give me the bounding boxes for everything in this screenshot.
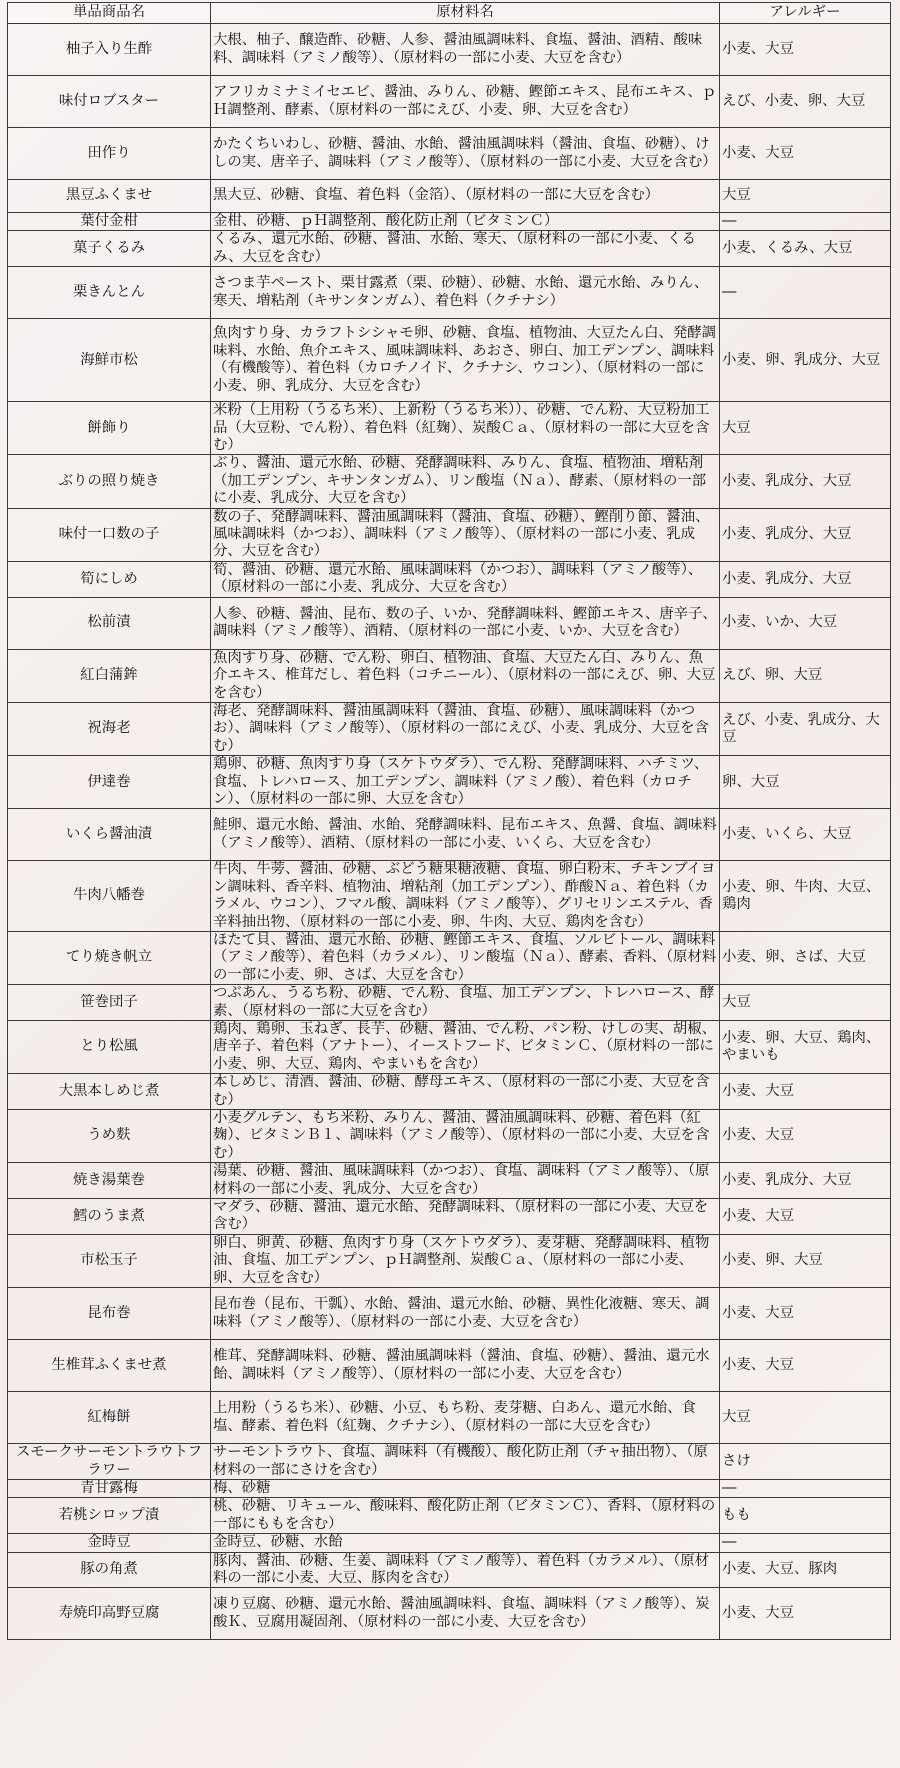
ingredients-cell: ほたて貝、醤油、還元水飴、砂糖、鰹節エキス、食塩、ソルビトール、調味料（アミノ酸等）、着色料（カラメル）、リン酸塩（Ｎａ）、酵素、香料、（原材料の一部に小麦、卵、さば、大豆を含む） — [211, 931, 720, 984]
ingredients-cell: 牛肉、牛蒡、醤油、砂糖、ぶどう糖果糖液糖、食塩、卵白粉末、チキンブイヨン調味料、香辛料、植物油、増粘剤（加工デンプン）、酢酸Ｎａ、着色料（カラメル、ウコン）、フマル酸、調味料（アミノ酸等）、グリセリンエステル、香辛料抽出物、（原材料の一部に小麦、卵、牛肉、大豆、鶏肉を含む） — [211, 861, 720, 932]
table-row — [8, 1498, 891, 1534]
ingredients-cell: 魚肉すり身、砂糖、でん粉、卵白、植物油、食塩、大豆たん白、みりん、魚介エキス、椎茸だし、着色料（コチニール）、（原材料の一部にえび、卵、大豆を含む） — [211, 649, 720, 702]
ingredients-cell: サーモントラウト、食塩、調味料（有機酸）、酸化防止剤（チャ抽出物）、（原材料の一部にさけを含む） — [211, 1444, 720, 1480]
allergy-cell: 小麦、大豆 — [720, 1074, 891, 1110]
table-row — [8, 561, 891, 597]
allergy-cell: 卵、大豆 — [720, 756, 891, 809]
product-name-cell: 笹巻団子 — [8, 985, 211, 1021]
product-name-cell: 柚子入り生酢 — [8, 24, 211, 76]
ingredients-cell: 本しめじ、清酒、醤油、砂糖、酵母エキス、（原材料の一部に小麦、大豆を含む） — [211, 1074, 720, 1110]
product-name-cell: 若桃シロップ漬 — [8, 1498, 211, 1534]
product-name-cell: 紅白蒲鉾 — [8, 649, 211, 702]
allergy-cell: 小麦、大豆 — [720, 1340, 891, 1392]
table-row — [8, 1288, 891, 1340]
product-name-cell: スモークサーモントラウトフラワー — [8, 1444, 211, 1480]
table-row — [8, 455, 891, 508]
product-name-cell: 海鮮市松 — [8, 319, 211, 402]
product-name-cell: 大黒本しめじ煮 — [8, 1074, 211, 1110]
product-name-cell: 葉付金柑 — [8, 213, 211, 231]
table-row — [8, 1444, 891, 1480]
allergy-cell: えび、卵、大豆 — [720, 649, 891, 702]
allergy-cell: 小麦、卵、牛肉、大豆、鶏肉 — [720, 861, 891, 932]
ingredients-cell: マダラ、砂糖、醤油、還元水飴、発酵調味料、（原材料の一部に小麦、大豆を含む） — [211, 1199, 720, 1235]
product-name-cell: 生椎茸ふくませ煮 — [8, 1340, 211, 1392]
product-name-cell: 焼き湯葉巻 — [8, 1163, 211, 1199]
ingredients-cell: 海老、発酵調味料、醤油風調味料（醤油、食塩、砂糖）、風味調味料（かつお）、調味料（アミノ酸等）、（原材料の一部にえび、小麦、乳成分、大豆を含む） — [211, 702, 720, 755]
allergy-cell: 小麦、乳成分、大豆 — [720, 455, 891, 508]
product-name-cell: ぶりの照り焼き — [8, 455, 211, 508]
ingredients-cell: 数の子、発酵調味料、醤油風調味料（醤油、食塩、砂糖）、鰹削り節、醤油、風味調味料（かつお）、調味料（アミノ酸等）、（原材料の一部に小麦、乳成分、大豆を含む） — [211, 508, 720, 561]
table-row — [8, 76, 891, 128]
allergy-cell: 大豆 — [720, 1392, 891, 1444]
product-name-cell: 豚の角煮 — [8, 1552, 211, 1588]
ingredients-cell: アフリカミナミイセエビ、醤油、みりん、砂糖、鰹節エキス、昆布エキス、ｐＨ調整剤、酵素、（原材料の一部にえび、小麦、卵、大豆を含む） — [211, 76, 720, 128]
table-row — [8, 180, 891, 213]
ingredients-cell: 黒大豆、砂糖、食塩、着色料（金箔）、（原材料の一部に大豆を含む） — [211, 180, 720, 213]
allergy-cell: 小麦、卵、乳成分、大豆 — [720, 319, 891, 402]
table-row — [8, 649, 891, 702]
table-row — [8, 508, 891, 561]
allergy-cell: 小麦、大豆、豚肉 — [720, 1552, 891, 1588]
allergy-cell: 小麦、大豆 — [720, 1288, 891, 1340]
allergy-cell: 大豆 — [720, 180, 891, 213]
table-row — [8, 24, 891, 76]
table-row — [8, 1163, 891, 1199]
ingredients-cell: 小麦グルテン、もち米粉、みりん、醤油、醤油風調味料、砂糖、着色料（紅麹）、ビタミンＢ１、調味料（アミノ酸等）、（原材料の一部に小麦、大豆を含む） — [211, 1110, 720, 1163]
product-name-cell: うめ麩 — [8, 1110, 211, 1163]
product-name-cell: 餅飾り — [8, 402, 211, 455]
ingredients-cell: 桃、砂糖、リキュール、酸味料、酸化防止剤（ビタミンＣ）、香料、（原材料の一部にももを含む） — [211, 1498, 720, 1534]
ingredients-cell: 魚肉すり身、カラフトシシャモ卵、砂糖、食塩、植物油、大豆たん白、発酵調味料、水飴、魚介エキス、風味調味料、あおさ、卵白、加工デンプン、調味料（有機酸等）、着色料（カロチノイド、クチナシ、ウコン）、（原材料の一部に小麦、卵、乳成分、大豆を含む） — [211, 319, 720, 402]
ingredients-cell: 豚肉、醤油、砂糖、生姜、調味料（アミノ酸等）、着色料（カラメル）、（原材料の一部に小麦、大豆、豚肉を含む） — [211, 1552, 720, 1588]
ingredients-cell: 上用粉（うるち米）、砂糖、小豆、もち粉、麦芽糖、白あん、還元水飴、食塩、酵素、着色料（紅麹、クチナシ）、（原材料の一部に大豆を含む） — [211, 1392, 720, 1444]
allergy-cell: 小麦、いくら、大豆 — [720, 809, 891, 861]
ingredients-cell: 鮭卵、還元水飴、醤油、水飴、発酵調味料、昆布エキス、魚醤、食塩、調味料（アミノ酸等）、酒精、（原材料の一部に小麦、いくら、大豆を含む） — [211, 809, 720, 861]
product-name-cell: 青甘露梅 — [8, 1479, 211, 1497]
table-row — [8, 1199, 891, 1235]
table-row — [8, 1588, 891, 1640]
ingredients-cell: 米粉（上用粉（うるち米）、上新粉（うるち米））、砂糖、でん粉、大豆粉加工品（大豆粉、でん粉）、着色料（紅麹）、炭酸Ｃａ、（原材料の一部に大豆を含む） — [211, 402, 720, 455]
table-row — [8, 931, 891, 984]
product-name-cell: 鱈のうま煮 — [8, 1199, 211, 1235]
allergy-cell: えび、小麦、乳成分、大豆 — [720, 702, 891, 755]
allergy-cell: 小麦、卵、さば、大豆 — [720, 931, 891, 984]
table-row — [8, 1110, 891, 1163]
product-name-cell: てり焼き帆立 — [8, 931, 211, 984]
allergy-cell: 小麦、大豆 — [720, 128, 891, 180]
header-ingredients: 原材料名 — [211, 3, 720, 24]
allergy-cell: 小麦、大豆 — [720, 1199, 891, 1235]
product-name-cell: 味付一口数の子 — [8, 508, 211, 561]
product-name-cell: 筍にしめ — [8, 561, 211, 597]
product-name-cell: 松前漬 — [8, 597, 211, 649]
table-row — [8, 1021, 891, 1074]
table-row — [8, 1392, 891, 1444]
table-row — [8, 1552, 891, 1588]
allergy-cell: 小麦、卵、大豆、鶏肉、やまいも — [720, 1021, 891, 1074]
allergy-cell: 小麦、乳成分、大豆 — [720, 508, 891, 561]
table-header-row — [8, 3, 891, 24]
table-row — [8, 319, 891, 402]
table-row — [8, 597, 891, 649]
product-name-cell: 田作り — [8, 128, 211, 180]
allergy-cell: もも — [720, 1498, 891, 1534]
ingredients-cell: くるみ、還元水飴、砂糖、醤油、水飴、寒天、（原材料の一部に小麦、くるみ、大豆を含む） — [211, 231, 720, 267]
allergy-cell: 小麦、大豆 — [720, 1588, 891, 1640]
ingredients-cell: 人参、砂糖、醤油、昆布、数の子、いか、発酵調味料、鰹節エキス、唐辛子、調味料（アミノ酸等）、酒精、（原材料の一部に小麦、いか、大豆を含む） — [211, 597, 720, 649]
allergy-cell: ― — [720, 213, 891, 231]
ingredients-cell: 梅、砂糖 — [211, 1479, 720, 1497]
ingredients-cell: 椎茸、発酵調味料、砂糖、醤油風調味料（醤油、食塩、砂糖）、醤油、還元水飴、調味料（アミノ酸等）、（原材料の一部に小麦、大豆を含む） — [211, 1340, 720, 1392]
header-product-name: 単品商品名 — [8, 3, 211, 24]
allergy-cell: ― — [720, 1534, 891, 1552]
allergy-cell: 小麦、大豆 — [720, 1110, 891, 1163]
allergy-cell: 小麦、いか、大豆 — [720, 597, 891, 649]
allergy-cell: 小麦、卵、大豆 — [720, 1234, 891, 1287]
table-row — [8, 267, 891, 319]
allergy-cell: ― — [720, 1479, 891, 1497]
table-row — [8, 809, 891, 861]
product-name-cell: いくら醤油漬 — [8, 809, 211, 861]
allergy-cell: えび、小麦、卵、大豆 — [720, 76, 891, 128]
product-name-cell: とり松風 — [8, 1021, 211, 1074]
ingredients-cell: 金時豆、砂糖、水飴 — [211, 1534, 720, 1552]
table-row — [8, 1340, 891, 1392]
ingredients-cell: さつま芋ペースト、栗甘露煮（栗、砂糖）、砂糖、水飴、還元水飴、みりん、寒天、増粘剤（キサンタンガム）、着色料（クチナシ） — [211, 267, 720, 319]
ingredients-cell: 凍り豆腐、砂糖、還元水飴、醤油風調味料、食塩、調味料（アミノ酸等）、炭酸Ｋ、豆腐用凝固剤、（原材料の一部に小麦、大豆を含む） — [211, 1588, 720, 1640]
ingredients-cell: 湯葉、砂糖、醤油、風味調味料（かつお）、食塩、調味料（アミノ酸等）、（原材料の一部に小麦、乳成分、大豆を含む） — [211, 1163, 720, 1199]
table-row — [8, 1479, 891, 1497]
product-name-cell: 菓子くるみ — [8, 231, 211, 267]
ingredients-cell: 昆布巻（昆布、干瓢）、水飴、醤油、還元水飴、砂糖、異性化液糖、寒天、調味料（アミノ酸等）、（原材料の一部に小麦、大豆を含む） — [211, 1288, 720, 1340]
table-row — [8, 213, 891, 231]
ingredients-cell: 鶏卵、砂糖、魚肉すり身（スケトウダラ）、でん粉、発酵調味料、ハチミツ、食塩、トレハロース、加工デンプン、調味料（アミノ酸）、着色料（カロチン）、（原材料の一部に卵、大豆を含む） — [211, 756, 720, 809]
table-row — [8, 756, 891, 809]
table-row — [8, 1074, 891, 1110]
allergy-cell: 小麦、乳成分、大豆 — [720, 561, 891, 597]
allergy-cell: 大豆 — [720, 985, 891, 1021]
table-row — [8, 702, 891, 755]
table-row — [8, 861, 891, 932]
ingredients-cell: 金柑、砂糖、ｐＨ調整剤、酸化防止剤（ビタミンＣ） — [211, 213, 720, 231]
allergy-cell: 小麦、乳成分、大豆 — [720, 1163, 891, 1199]
product-name-cell: 牛肉八幡巻 — [8, 861, 211, 932]
table-row — [8, 231, 891, 267]
table-row — [8, 402, 891, 455]
product-name-cell: 寿焼印高野豆腐 — [8, 1588, 211, 1640]
ingredients-table — [7, 2, 891, 1640]
ingredients-cell: かたくちいわし、砂糖、醤油、水飴、醤油風調味料（醤油、食塩、砂糖）、けしの実、唐辛子、調味料（アミノ酸等）、（原材料の一部に小麦、大豆を含む） — [211, 128, 720, 180]
product-name-cell: 紅梅餅 — [8, 1392, 211, 1444]
product-name-cell: 味付ロブスター — [8, 76, 211, 128]
allergy-cell: 小麦、くるみ、大豆 — [720, 231, 891, 267]
product-name-cell: 昆布巻 — [8, 1288, 211, 1340]
product-name-cell: 黒豆ふくませ — [8, 180, 211, 213]
table-body — [8, 24, 891, 1640]
table-row — [8, 1534, 891, 1552]
ingredients-cell: ぶり、醤油、還元水飴、砂糖、発酵調味料、みりん、食塩、植物油、増粘剤（加工デンプン、キサンタンガム）、リン酸塩（Ｎａ）、酵素、（原材料の一部に小麦、乳成分、大豆を含む） — [211, 455, 720, 508]
product-name-cell: 祝海老 — [8, 702, 211, 755]
ingredients-cell: 大根、柚子、醸造酢、砂糖、人参、醤油風調味料、食塩、醤油、酒精、酸味料、調味料（アミノ酸等）、（原材料の一部に小麦、大豆を含む） — [211, 24, 720, 76]
product-name-cell: 市松玉子 — [8, 1234, 211, 1287]
ingredients-cell: 鶏肉、鶏卵、玉ねぎ、長芋、砂糖、醤油、でん粉、パン粉、けしの実、胡椒、唐辛子、着色料（アナトー）、イーストフード、ビタミンＣ、（原材料の一部に小麦、卵、大豆、鶏肉、やまいもを含む） — [211, 1021, 720, 1074]
allergy-cell: 小麦、大豆 — [720, 24, 891, 76]
allergy-cell: 大豆 — [720, 402, 891, 455]
product-name-cell: 伊達巻 — [8, 756, 211, 809]
table-row — [8, 1234, 891, 1287]
ingredients-cell: 筍、醤油、砂糖、還元水飴、風味調味料（かつお）、調味料（アミノ酸等）、（原材料の一部に小麦、乳成分、大豆を含む） — [211, 561, 720, 597]
product-name-cell: 栗きんとん — [8, 267, 211, 319]
header-allergy: アレルギー — [720, 3, 891, 24]
ingredients-cell: つぶあん、うるち粉、砂糖、でん粉、食塩、加工デンプン、トレハロース、酵素、（原材料の一部に大豆を含む） — [211, 985, 720, 1021]
ingredients-cell: 卵白、卵黄、砂糖、魚肉すり身（スケトウダラ）、麦芽糖、発酵調味料、植物油、食塩、加工デンプン、ｐＨ調整剤、炭酸Ｃａ、（原材料の一部に小麦、卵、大豆を含む） — [211, 1234, 720, 1287]
allergy-cell: ― — [720, 267, 891, 319]
product-name-cell: 金時豆 — [8, 1534, 211, 1552]
table-row — [8, 128, 891, 180]
allergy-cell: さけ — [720, 1444, 891, 1480]
table-row — [8, 985, 891, 1021]
